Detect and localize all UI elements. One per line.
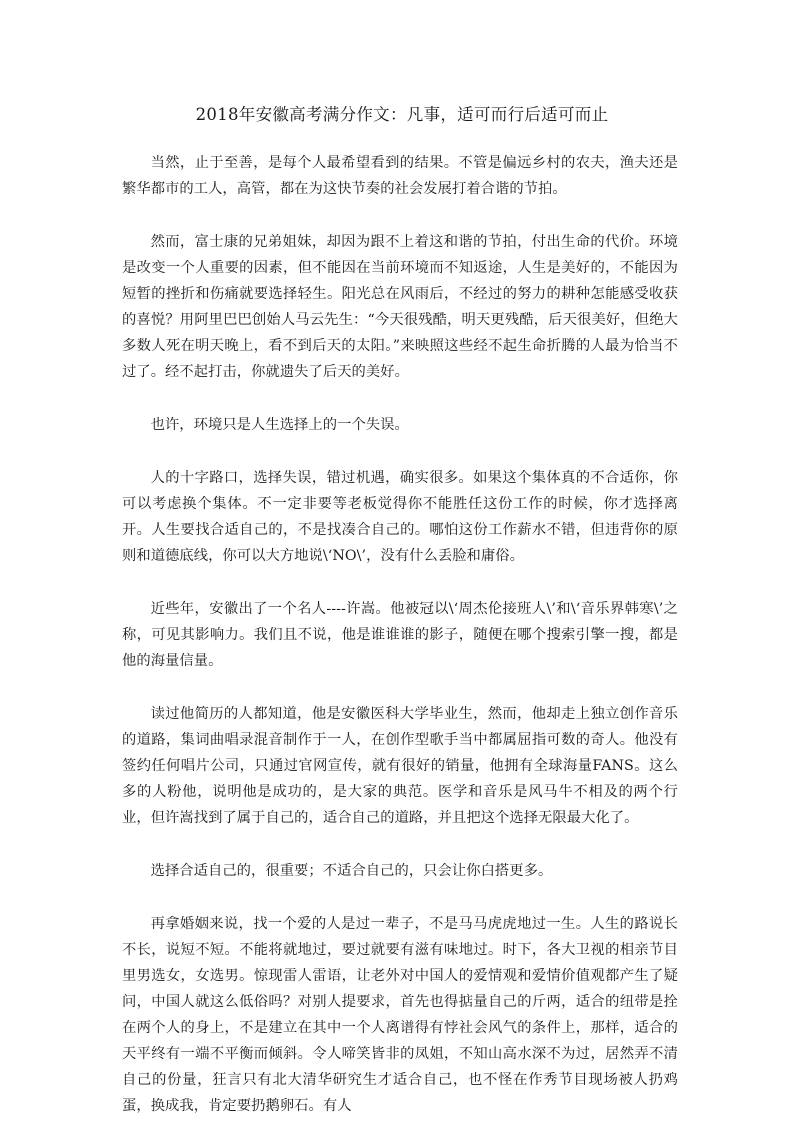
paragraph: 也许，环境只是人生选择上的一个失误。 xyxy=(150,417,409,433)
paragraph: 当然，止于至善，是每个人最希望看到的结果。不管是偏远乡村的农夫，渔夫还是繁华都市的工人，高管，都在为这快节奏的社会发展打着合谐的节拍。 xyxy=(122,155,678,197)
paragraph: 读过他简历的人都知道，他是安徽医科大学毕业生，然而，他却走上独立创作音乐的道路，集词曲唱录混音制作于一人，在创作型歌手当中都属屈指可数的奇人。他没有签约任何唱片公司，只通过官网宣传，就有很好的销量，他拥有全球海量FANS。这么多的人粉他，说明他是成功的，是大家的典范。医学和音乐是风马牛不相及的两个行业，但许嵩找到了属于自己的，适合自己的道路，并且把这个选择无限最大化了。 xyxy=(122,706,678,826)
paragraph: 然而，富士康的兄弟姐妹，却因为跟不上着这和谐的节拍，付出生命的代价。环境是改变一个人重要的因素，但不能因在当前环境而不知返途，人生是美好的，不能因为短暂的挫折和伤痛就要选择轻生。阳光总在风雨后，不经过的努力的耕种怎能感受收获的喜悦？用阿里巴巴创始人马云先生：“今天很残酷，明天更残酷，后天很美好，但绝大多数人死在明天晚上，看不到后天的太阳。”来映照这些经不起生命折腾的人最为恰当不过了。经不起打击，你就遗失了后天的美好。 xyxy=(122,234,678,380)
page-title: 2018年安徽高考满分作文：凡事，适可而行后适可而止 xyxy=(195,105,609,124)
paragraph: 选择合适自己的，很重要；不适合自己的，只会让你白搭更多。 xyxy=(150,863,553,879)
paragraph: 人的十字路口，选择失误，错过机遇，确实很多。如果这个集体真的不合适你，你可以考虑换个集体。不一定非要等老板觉得你不能胜任这份工作的时候，你才选择离开。人生要找合适自己的，不是找凑合自己的。哪怕这份工作薪水不错，但违背你的原则和道德底线，你可以大方地说\‘NO\’，没有什么丢脸和庸俗。 xyxy=(122,470,678,564)
paragraph: 近些年，安徽出了一个名人----许嵩。他被冠以\‘周杰伦接班人\’和\‘音乐界韩寒\’之称，可见其影响力。我们且不说，他是谁谁谁的影子，随便在哪个搜索引擎一搜，都是他的海量信量。 xyxy=(122,601,678,669)
article-body xyxy=(122,150,678,1119)
paragraph: 再拿婚姻来说，找一个爱的人是过一辈子，不是马马虎虎地过一生。人生的路说长不长，说短不短。不能将就地过，要过就要有滋有味地过。时下，各大卫视的相亲节目里男选女，女选男。惊现雷人雷语，让老外对中国人的爱情观和爱情价值观都产生了疑问，中国人就这么低俗吗？对别人提要求，首先也得掂量自己的斤两，适合的纽带是拴在两个人的身上，不是建立在其中一个人离谱得有悖社会风气的条件上，那样，适合的天平终有一端不平衡而倾斜。令人啼笑皆非的凤姐，不知山高水深不为过，居然弄不清自己的份量，狂言只有北大清华研究生才适合自己，也不怪在作秀节目现场被人扔鸡蛋，换成我，肯定要扔鹅卵石。有人 xyxy=(122,916,678,1114)
